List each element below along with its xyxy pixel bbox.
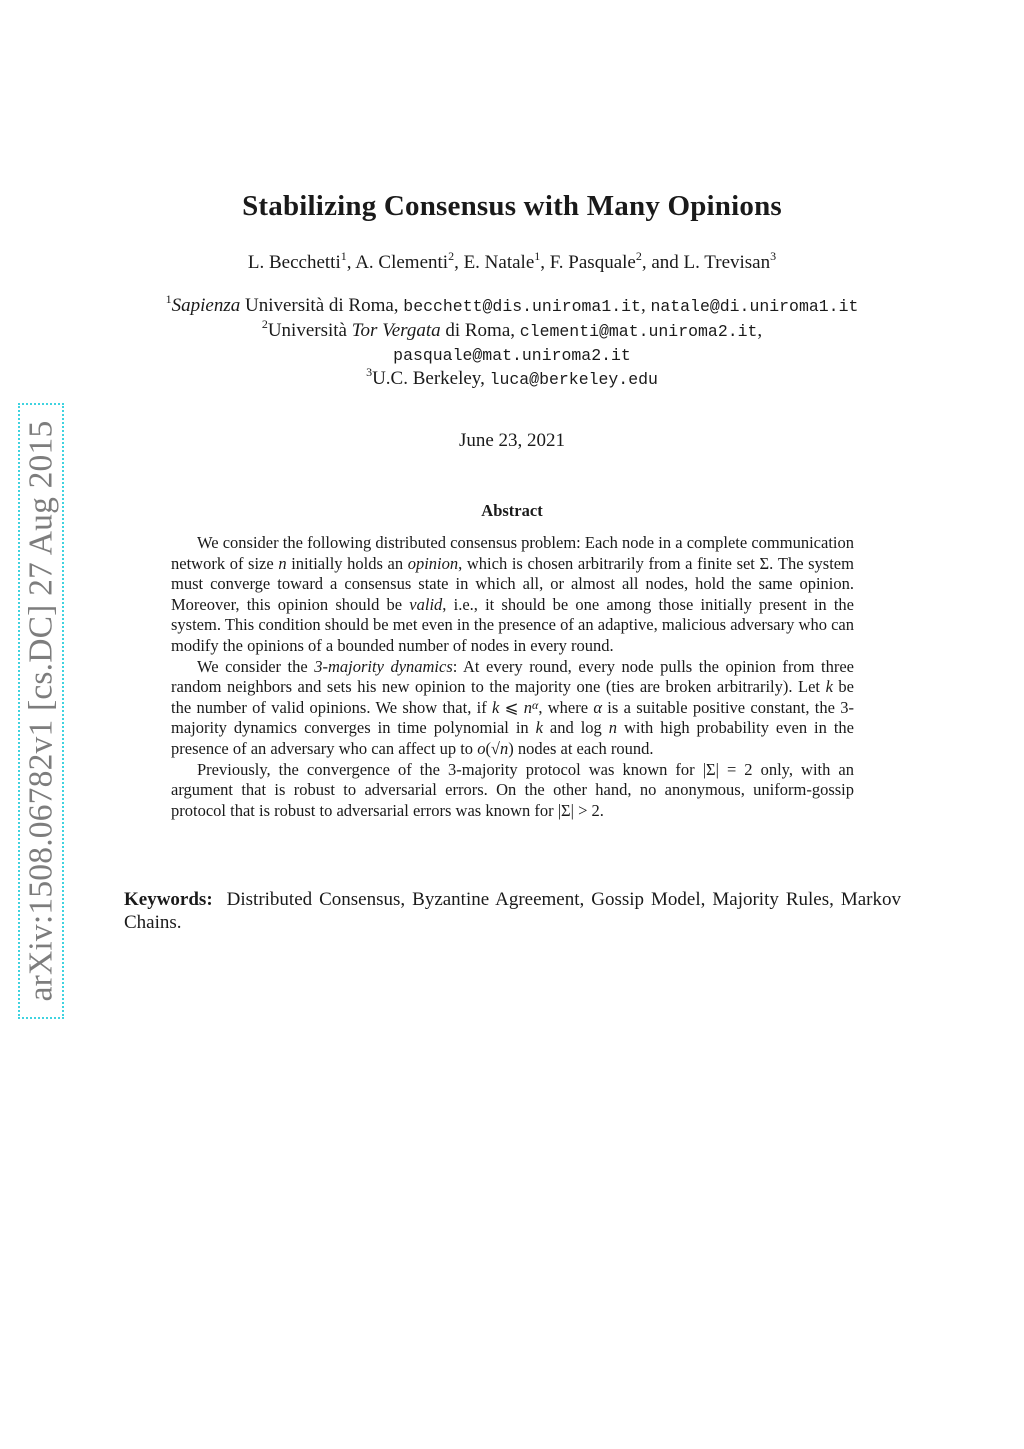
affiliation-number: 1 [165,292,172,306]
abstract-paragraph: We consider the 3-majority dynamics: At every round, every node pulls the opinion from three random neighbors and sets his new opinion to the majority one (ties are broken arbitrarily). Let k be the number of valid opinions. We show that, if k ⩽ $n^\alpha$, where α is a suitable positive constant, the 3-majority dynamics converges in time polynomial in k and log n with high probability even in the presence of an adversary who can affect up to o(√n) nodes at each round. [171,656,855,758]
affiliation-number: 2 [261,317,268,331]
author-separator: , and [641,252,684,273]
author-separator: , [540,252,550,273]
arxiv-identifier: arXiv:1508.06782v1 [cs.DC] 27 Aug 2015 [22,420,60,1002]
affiliation-berkeley [0,365,1024,390]
affiliation-tor-vergata [0,317,1024,342]
affiliation-number: 3 [366,365,373,379]
email-separator: , [757,320,763,341]
abstract-body [171,533,854,821]
email-link[interactable]: natale@di.uniroma1.it [650,297,859,316]
author-affiliation-mark: 1 [340,249,347,263]
keywords-section [124,888,901,934]
paper-title: Stabilizing Consensus with Many Opinions [242,190,782,222]
email-separator: , [640,295,651,316]
abstract-heading: Abstract [481,501,543,520]
email-link[interactable]: clementi@mat.uniroma2.it [519,322,758,341]
institution-text: U.C. Berkeley, [372,368,490,389]
author-name: L. Becchetti [247,252,341,273]
author-separator: , [346,252,356,273]
email-link[interactable]: pasquale@mat.uniroma2.it [393,346,631,365]
institution-text: di Roma, [440,320,520,341]
author-list [0,249,1024,274]
institution-name: Tor Vergata [351,320,441,341]
email-link[interactable]: luca@berkeley.edu [489,370,658,389]
affiliation-tor-vergata-continued [0,344,1024,366]
email-link[interactable]: becchett@dis.uniroma1.it [403,297,641,316]
author-name: E. Natale [463,252,535,273]
author-affiliation-mark: 2 [448,249,455,263]
institution-name: Sapienza [171,295,241,316]
abstract-paragraph: We consider the following distributed consensus problem: Each node in a complete communication network of size n initially holds an opinion, which is chosen arbitrarily from a finite set Σ. The system must converge toward a consensus state in which all, or almost all nodes, hold the same opinion. Moreover, this opinion should be valid, i.e., it should be one among those initially present in the system. This condition should be met even in the presence of an adaptive, malicious adversary who can modify the opinions of a bounded number of nodes in every round. [171,533,855,655]
institution-text: Università di Roma, [240,295,404,316]
publication-date: June 23, 2021 [458,430,566,451]
abstract-paragraph: Previously, the convergence of the 3-majority protocol was known for |Σ| = 2 only, with an argument that is robust to adversarial errors. On the other hand, no anonymous, uniform-gossip protocol that is robust to adversarial errors was known for |Σ| > 2. [171,759,854,820]
arxiv-stamp[interactable] [18,403,64,1019]
author-affiliation-mark: 1 [534,249,541,263]
author-separator: , [454,252,464,273]
author-name: A. Clementi [355,252,449,273]
institution-text: Università [267,320,352,341]
author-name: L. Trevisan [683,252,771,273]
author-name: F. Pasquale [549,252,636,273]
keywords-label: Keywords: [124,889,213,910]
author-affiliation-mark: 3 [770,249,777,263]
author-affiliation-mark: 2 [635,249,642,263]
keywords-list: Distributed Consensus, Byzantine Agreement, Gossip Model, Majority Rules, Markov Chains. [124,889,902,933]
affiliation-sapienza [0,292,1024,317]
